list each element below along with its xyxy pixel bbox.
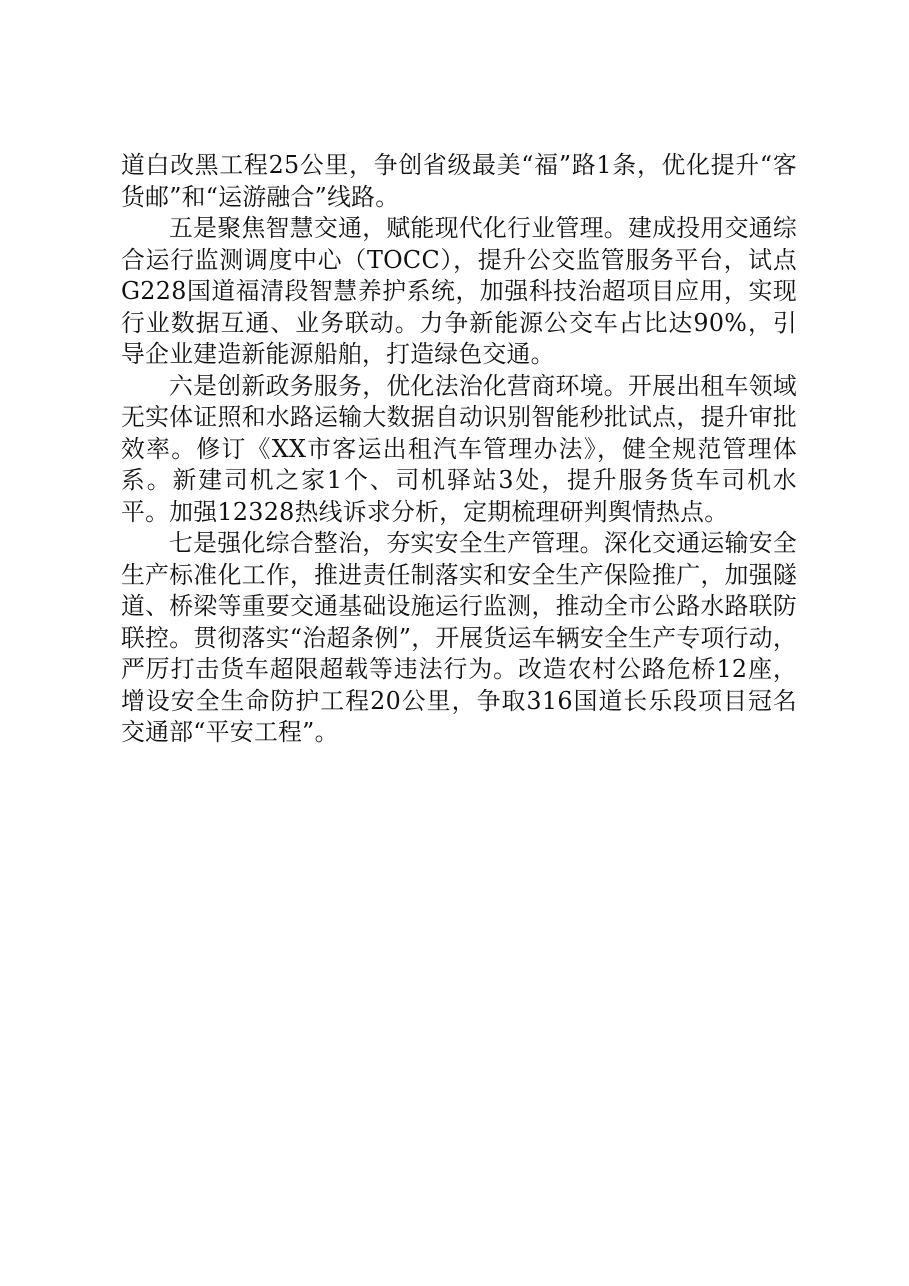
paragraph-safety-management: 七是强化综合整治，夯实安全生产管理。深化交通运输安全生产标准化工作，推进责任制落实和安全生产保险推广，加强隧道、桥梁等重要交通基础设施运行监测，推动全市公路水路联防联控。贯彻落实“治超条例”，开展货运车辆安全生产专项行动，严厉打击货车超限超载等违法行为。改造农村公路危桥12座，增设安全生命防护工程20公里，争取316国道长乐段项目冠名交通部“平安工程”。	[121, 529, 797, 746]
paragraph-continuation: 道白改黑工程25公里，争创省级最美“福”路1条，优化提升“客货邮”和“运游融合”线路。	[121, 151, 797, 211]
paragraph-government-services: 六是创新政务服务，优化法治化营商环境。开展出租车领域无实体证照和水路运输大数据自动识别智能秒批试点，提升审批效率。修订《XX市客运出租汽车管理办法》，健全规范管理体系。新建司机之家1个、司机驿站3处，提升服务货车司机水平。加强12328热线诉求分析，定期梳理研判舆情热点。	[121, 371, 797, 526]
paragraph-smart-transport: 五是聚焦智慧交通，赋能现代化行业管理。建成投用交通综合运行监测调度中心（TOCC），提升公交监管服务平台，试点G228国道福清段智慧养护系统，加强科技治超项目应用，实现行业数据互通、业务联动。力争新能源公交车占比达90%，引导企业建造新能源船舶，打造绿色交通。	[121, 214, 797, 368]
document-body	[121, 150, 797, 749]
